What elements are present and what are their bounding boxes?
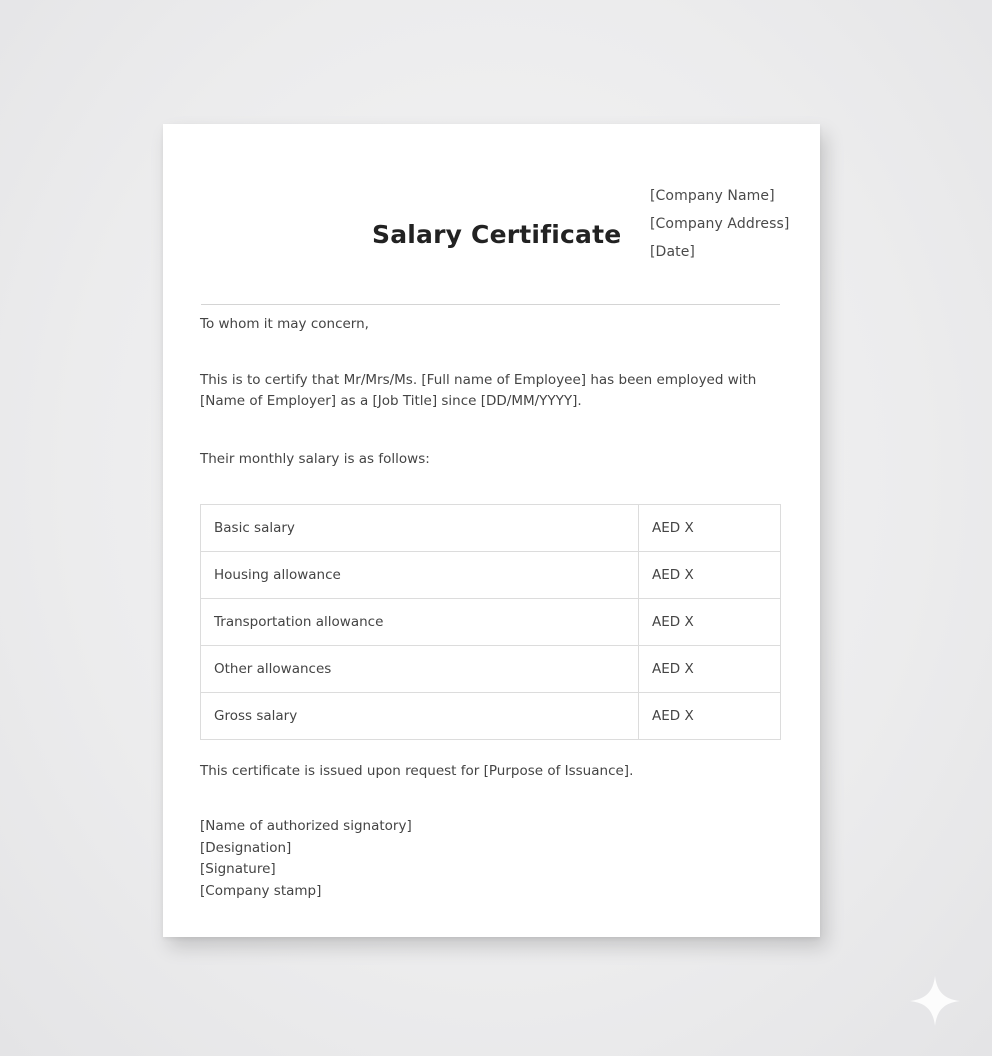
- salary-item-amount: AED X: [639, 505, 781, 552]
- company-stamp: [Company stamp]: [200, 882, 322, 899]
- signature-line: [Signature]: [200, 861, 276, 877]
- salary-item-label: Housing allowance: [201, 552, 639, 599]
- salary-intro-text: Their monthly salary is as follows:: [200, 451, 430, 467]
- signatory-designation: [Designation]: [200, 839, 292, 856]
- company-info-block: [650, 182, 789, 266]
- salary-item-amount: AED X: [639, 552, 781, 599]
- table-row: [201, 552, 781, 599]
- table-row: [201, 505, 781, 552]
- certify-paragraph: This is to certify that Mr/Mrs/Ms. [Full name of Employee] has been employed with [Name of Employer] as a [Job Title] since [DD/MM/YYYY].: [200, 372, 757, 409]
- issued-statement: This certificate is issued upon request for [Purpose of Issuance].: [200, 763, 634, 779]
- certificate-page: [163, 124, 820, 937]
- signatory-block: [200, 816, 412, 902]
- salary-item-label: Other allowances: [201, 646, 639, 693]
- salary-item-amount: AED X: [639, 693, 781, 740]
- document-date: [Date]: [650, 244, 695, 260]
- company-name: [Company Name]: [650, 188, 775, 204]
- salary-item-label: Transportation allowance: [201, 599, 639, 646]
- sparkle-icon: [908, 974, 962, 1028]
- document-title: Salary Certificate: [372, 220, 622, 249]
- salary-item-amount: AED X: [639, 646, 781, 693]
- signatory-name: [Name of authorized signatory]: [200, 818, 412, 834]
- table-row: [201, 599, 781, 646]
- table-row: [201, 693, 781, 740]
- table-row: [201, 646, 781, 693]
- salary-item-amount: AED X: [639, 599, 781, 646]
- greeting-text: To whom it may concern,: [200, 316, 369, 332]
- header-divider: [201, 304, 780, 305]
- salary-item-label: Gross salary: [201, 693, 639, 740]
- salary-table: [200, 504, 781, 740]
- company-address: [Company Address]: [650, 216, 790, 232]
- salary-item-label: Basic salary: [201, 505, 639, 552]
